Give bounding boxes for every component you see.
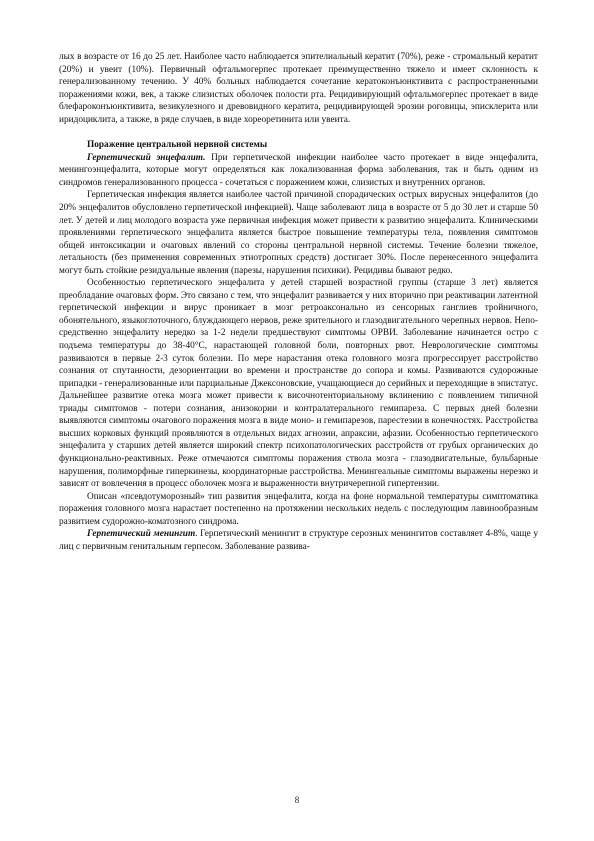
meningitis-paragraph — [59, 528, 538, 553]
paragraph-gap — [59, 126, 538, 139]
paragraph-4: Описан «псевдотуморозный» тип развития энцефалита, когда на фоне нормальной температуры симптоматика поражения головного мозга нарастает постепенно на протяжении нескольких недель с последующим лавинообразным развитием судорожно-коматозного синдрома. — [59, 491, 538, 527]
intro-paragraph: лых в возрасте от 16 до 25 лет. Наиболее часто наблюдается эпителиальный кератит (70%), реже - стромальный кератит (20%) и увеит (10%). Первичный офтальмогерпес протекает преимущественно тяжело и имеет склонность к генерализованному течению. У 40% больных наблюдается сочетание кератоконъюнктивита с распространенными поражениями кожи, век, а также слизистых оболочек полости рта. Рецидивирующий офтальмогерпес протекает в виде блефароконъюнктивита, везикулезного и древовидного кератита, рецидивирующей эрозии роговицы, эписклерита или иридоциклита, а также, в ряде случаев, в виде хореоретинита или увеита. — [59, 52, 538, 125]
meningitis-text: . Герпетический менингит в структуре серозных менингитов составляет 4-8%, чаще у лиц с первичным генитальным герпесом. Заболевание развива- — [59, 529, 538, 552]
section-heading: Поражение центральной нервной системы — [87, 140, 268, 151]
encephalitis-paragraph — [59, 152, 538, 190]
page-number: 8 — [294, 795, 300, 805]
encephalitis-term: Герпетический энцефалит. — [87, 152, 206, 163]
page-content — [59, 51, 538, 553]
paragraph-2: Герпетическая инфекция является наиболее частой причиной спорадических острых вирусных энцефалитов (до 20% энцефалитов обусловлено герпетической инфекцией). Чаще заболевают лица в возрасте от 5 до 30 лет и старше 50 лет. У детей и лиц молодого возраста уже первичная инфекция может привести к развитию энцефалита. Клиническими проявлениями герпетического энцефалита является быстрое повышение температуры тела, появления симптомов общей интоксикации и очаговых явлений со стороны центральной нервной системы. Течение болезни тяжелое, летальность (без применения современных этиотропных средств) достигает 30%. После перенесенного энцефалита могут быть стойкие резидуальные явления (парезы, нарушения психики). Рецидивы бывают редко. — [59, 190, 538, 276]
paragraph-3: Особенностью герпетического энцефалита у детей старшей возрастной группы (старше 3 лет) является преобладание очаговых форм. Это связано с тем, что энцефалит развивается у них вторично при реактивации латентной герпетической инфекции и вирус проникает в мозг ретроаксонально из сенсорных ганглиев тройничного, обонятельного, языкоглоточного, блуждающего нервов, реже зрительного и глазодвигательного черепных нервов. Непосредственно энцефалиту нередко за 1-2 недели предшествуют симптомы ОРВИ. Заболевание начинается остро с подъема температуры до 38-40°С, нарастающей головной боли, повторных рвот. Неврологические симптомы развиваются в первые 2-3 суток болезни. По мере нарастания отека головного мозга прогрессирует расстройство сознания от спутанности, дезориентации во времени и пространстве до сопора и комы. Развиваются судорожные припадки - генерализованные или парциальные Джексоновские, учащающиеся до серийных и переходящие в эпистатус. Дальнейшее развитие отека мозга может привести к височнотенториальному вклинению с появлением типичной триады симптомов - потери сознания, анизокории и контралатерального гемипареза. С первых дней болезни выявляются симптомы очагового поражения мозга в виде моно- и гемипарезов, парестезии в конечностях. Расстройства высших корковых функций проявляются в отдельных видах агнозии, апраксии, афазии. Особенностью герпетического энцефалита у старших детей является широкий спектр психопатологических расстройств от грубых органических до функционально-реактивных. Реже отмечаются симптомы поражения ствола мозга - глазодвигательные, бульбарные нарушения, полиморфные гиперкинезы, координаторные расстройства. Менингеальные симптомы выражены нерезко и зависят от вовлечения в процесс оболочек мозга и выраженности внутричерепной гипертензии. — [59, 278, 538, 490]
encephalitis-text: При герпетической инфекции наиболее часто протекает в виде энцефалита, менингоэнцефалита, которые могут определяться как локализованная форма заболевания, так и быть одним из синдромов генерализованного процесса - сочетаться с поражением кожи, слизистых и внутренних органов. — [59, 152, 539, 188]
meningitis-term: Герпетический менингит — [87, 529, 196, 540]
